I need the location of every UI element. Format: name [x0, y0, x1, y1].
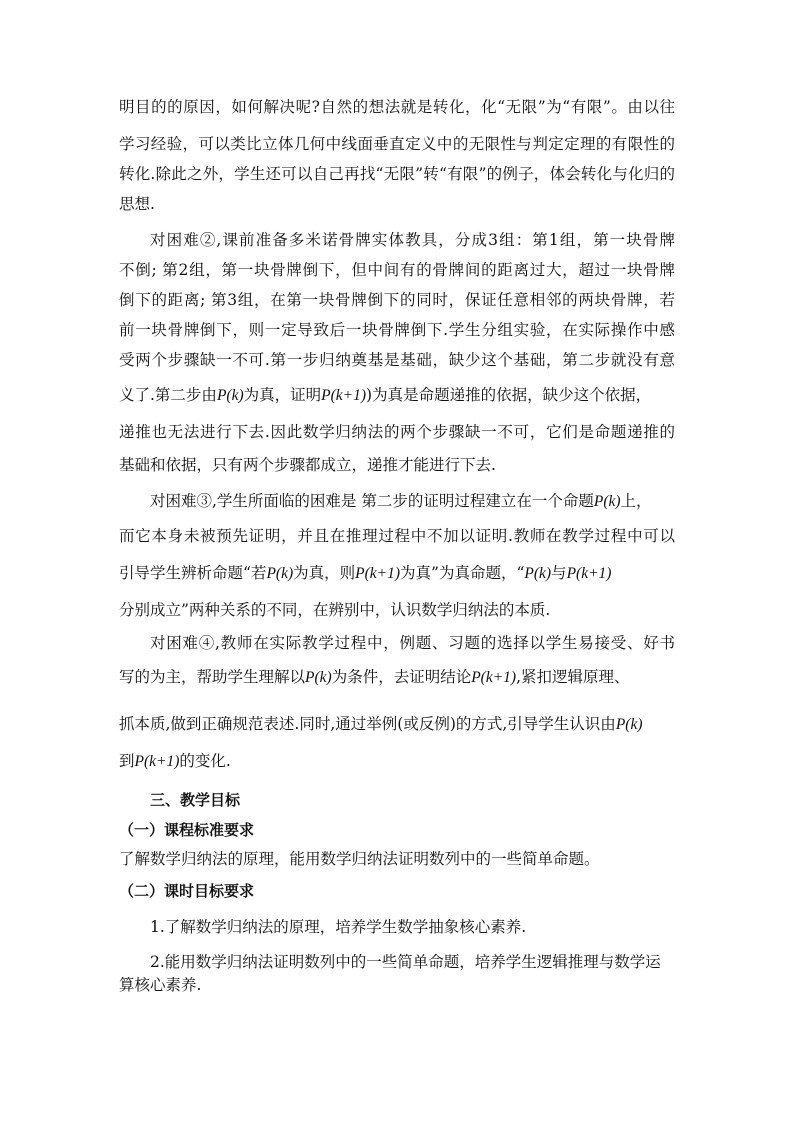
paragraph-line-with-math [119, 562, 794, 585]
text-run: 写的为主，帮助学生理解以 [119, 668, 306, 686]
paragraph-line: 思想. [119, 195, 155, 213]
text-run: 义了.第二步由 [119, 386, 217, 404]
paragraph-line: 基础和依据，只有两个步骤都成立，递推才能进行下去. [119, 456, 496, 474]
paragraph-line: 倒下的距离; 第3组，在第一块骨牌倒下的同时，保证任意相邻的两块骨牌，若 [119, 291, 675, 309]
text-run: 为条件，去证明结论 [331, 668, 472, 686]
paragraph-line: 分别成立”两种关系的不同，在辨别中，认识数学归纳法的本质. [119, 601, 551, 619]
paragraph-line: 转化.除此之外，学生还可以自己再找“无限”转“有限”的例子，体会转化与化归的 [119, 165, 675, 183]
paragraph-line-with-math [119, 666, 794, 689]
paragraph-line: 递推也无法进行下去.因此数学归纳法的两个步骤缺一不可，它们是命题递推的 [119, 423, 675, 441]
paragraph-line: 前一块骨牌倒下，则一定导致后一块骨牌倒下.学生分组实验，在实际操作中感 [119, 321, 675, 339]
math-expression: P(k+1) [471, 669, 517, 686]
text-run: 的变化. [179, 752, 231, 770]
paragraph-line: 对困难④,教师在实际教学过程中，例题、习题的选择以学生易接受、好书 [150, 634, 675, 652]
text-run: 为真，证明 [243, 386, 322, 404]
math-expression: P(k+1) [566, 565, 612, 582]
paragraph-line: 对困难②,课前准备多米诺骨牌实体教具，分成3组：第1组，第一块骨牌 [150, 231, 675, 249]
math-expression: P(k+1) [355, 565, 401, 582]
paragraph-line-with-math [150, 490, 794, 513]
text-run: )为真是命题递推的依据，缺少这个依据， [366, 386, 652, 404]
text-run: 上， [620, 492, 652, 510]
subsection-heading: （一）课程标准要求 [119, 821, 255, 839]
text-run: 为真”为真命题，“ [400, 564, 525, 582]
math-expression: P(k) [593, 493, 621, 510]
paragraph-line: 不倒; 第2组，第一块骨牌倒下，但中间有的骨牌间的距离过大，超过一块骨牌 [119, 261, 675, 279]
paragraph-line-with-math [119, 384, 794, 407]
text-run: 对困难③,学生所面临的困难是 第二步的证明过程建立在一个命题 [150, 492, 594, 510]
text-run: 与 [551, 564, 567, 582]
math-expression: P(k) [216, 387, 244, 404]
math-expression: P(k) [266, 565, 294, 582]
goal-item: 2.能用数学归纳法证明数列中的一些简单命题，培养学生逻辑推理与数学运 [150, 953, 661, 971]
paragraph-line: 而它本身未被预先证明，并且在推理过程中不加以证明.教师在教学过程中可以 [119, 527, 675, 545]
paragraph-line: 受两个步骤缺一不可.第一步归纳奠基是基础，缺少这个基础，第二步就没有意 [119, 351, 675, 369]
goal-item: 1.了解数学归纳法的原理，培养学生数学抽象核心素养. [150, 918, 527, 936]
paragraph-line: 了解数学归纳法的原理，能用数学归纳法证明数列中的一些简单命题。 [119, 850, 600, 868]
paragraph-line-with-math [119, 713, 794, 736]
math-expression: P(k) [305, 669, 332, 686]
math-expression: P(k+1) [321, 387, 367, 404]
paragraph-line: 学习经验，可以类比立体几何中线面垂直定义中的无限性与判定定理的有限性的 [119, 135, 675, 153]
math-expression: P(k) [615, 716, 643, 733]
paragraph-line-with-math [119, 750, 794, 773]
text-run: 到 [119, 752, 135, 770]
math-expression: P(k+1) [134, 753, 180, 770]
math-expression: P(k) [524, 565, 552, 582]
paragraph-line: 明目的的原因，如何解决呢?自然的想法就是转化，化“无限”为“有限”。由以往 [119, 98, 675, 116]
subsection-heading: （二）课时目标要求 [119, 882, 255, 900]
text-run: 为真，则 [293, 564, 356, 582]
section-heading: 三、教学目标 [150, 791, 241, 809]
text-run: 抓本质,做到正确规范表述.同时,通过举例(或反例)的方式,引导学生认识由 [119, 715, 616, 733]
text-run: ,紧扣逻辑原理、 [516, 668, 630, 686]
goal-item-continuation: 算核心素养. [119, 976, 202, 994]
text-run: 引导学生辨析命题“若 [119, 564, 267, 582]
